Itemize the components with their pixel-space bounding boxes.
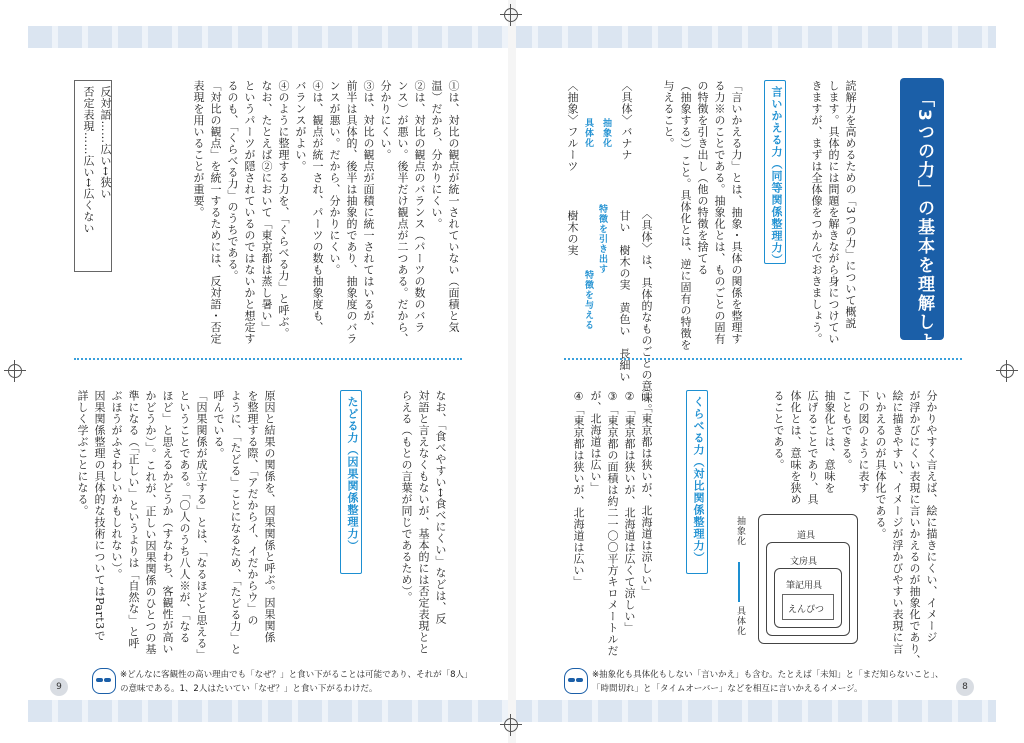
registration-mark-icon (500, 4, 522, 26)
concrete-note: 〈具体〉は、具体的なものごとの意味。 (640, 208, 653, 415)
antonym-text: 反対語……広い↔狭い 否定表現……広い↔広くない (82, 86, 112, 234)
page-number-right: 8 (956, 678, 974, 696)
abstract-example: 〈抽象〉フルーツ (566, 80, 579, 172)
diagram-third-label: 筆記用具 (786, 581, 823, 591)
diagram-outer-label: 道具 (797, 531, 816, 541)
face-icon (92, 668, 116, 694)
kuraberu-title: くらべる力（対比関係整理力） (692, 396, 705, 564)
page-number-left: 9 (50, 678, 68, 696)
tadoru-title: たどる力（因果関係整理力） (346, 396, 359, 552)
iikaeru-paragraph: 「言いかえる力」とは、抽象・具体の関係を整理す る力※のことである。抽象化とは、ものごとの固有 の特徴を引き出し（他の特徴を捨てる （抽象する））こと。具体化とは、逆に固有の特徴を 与えること。 (662, 80, 743, 351)
note-paragraph: なお、「食べやすい↔食べにくい」などは、反 対語と言えなくもないが、基本的には否定表現とと らえる（もとの言葉が同じであるため）。 (400, 390, 447, 655)
concrete-example: 〈具体〉バナナ (620, 80, 633, 161)
diagram-down-label: 具体化 (735, 606, 745, 636)
two-way-arrow-icon (738, 562, 740, 602)
tadoru-paragraph: 原因と結果の関係を、因果関係と呼ぶ。因果関係 を整理する際、「アだからイ、イだからウ」の ように、「たどる」ことになるため、「たどる力」と 呼んでいる。 「因果関係が成立する」とは、「なるほどと思える」 ということである。「〇人のうち八人※が、「なる ほど」と思えるかどうか（すなわち、客観性が高い かどうか）」。これが、正しい因果関係のひとつの基 準になる（「正しい」というよりは「自然な」と呼 ぶほうがふさわしいかもしれない）。 因果関係整理の具体的な技術についてはPart3で 詳しく学ぶことになる。 (76, 390, 276, 661)
concrete-arrow-label: 具体化 (583, 118, 593, 148)
diagram-inner-label: えんぴつ (788, 605, 825, 615)
right-footnote: ※抽象化も具体化もしない「言いかえ」も含む。たとえば「未知」と「まだ知らないこと」、 「時間切れ」と「タイムオーバー」などを相互に言いかえるイメージ。 (592, 670, 944, 694)
registration-mark-icon (996, 360, 1018, 382)
left-footnote: ※どんなに客観性の高い理由でも「なぜ？」と食い下がることは可能であり、それが「8人」 の意味である。1、2人はたいてい「なぜ？」と食い下がるわけだ。 (120, 670, 473, 694)
diagram-second-label: 文房具 (790, 557, 818, 567)
left-dotted-divider (74, 358, 462, 360)
intro-paragraph: 読解力を高めるための「3つの力」について概説 します。具体的には問題を解きながら身につけてい きますが、まずは全体像をつかんでおきましょう。 (810, 80, 857, 345)
give-feature-label: 特徴を与える (583, 270, 593, 330)
iikaeru-title: 言いかえる力（同等関係整理力） (770, 86, 783, 266)
face-icon (564, 668, 588, 694)
abstract-arrow-label: 抽象化 (601, 118, 611, 148)
feature-list: 甘い 樹木の実 黄色い 長細い (618, 210, 631, 383)
page-heading: 「3つの力」の基本を理解しよう (914, 90, 934, 370)
registration-mark-icon (500, 714, 522, 736)
explanation-paragraph: 分かりやすく言えば、絵に描きにくい、イメージ が浮かびにくい表現に言いかえるのが抽象化であり、 絵に描きやすい、イメージが浮かびやすい表現に言 いかえるのが具体化である。 下の図のように表す こともできる。 抽象化とは、意味を 広げることであり、具 体化とは、意味を狭め ることである。 (772, 390, 938, 666)
right-dotted-divider (564, 358, 962, 360)
kuraberu-analysis: ①は、対比の観点が統一されていない（面積と気 温）だから、分かりにくい。 ②は、対比の観点のバランス（パーツの数のバラ ンス）が悪い。後半だけ観点が二つある。だから、 分かりにくい。 ③は、対比の観点が面積に統一されてはいるが、 前半は具体的、後半は抽象的であり、抽象度のバラ ンスが悪い。だから、分かりにくい。 ④は、観点が統一され、パーツの数も抽象度も、 バランスがよい。 ④のように整理する力を、「くらべる力」と呼ぶ。 なお、たとえば②において「東京都は蒸し暑い」 というパーツが隠されているのではないかと想定す るのも、「くらべる力」のうちである。 「対比の観点」を統一するためには、反対語・否定 表現を用いることが重要。 (192, 80, 460, 345)
diagram-up-label: 抽象化 (735, 516, 745, 546)
kuraberu-examples: ①「東京都は狭いが、北海道は涼しい」 ②「東京都は狭いが、北海道は広くて涼しい」 ③「東京都の面積は約二一〇〇平方キロメートルだ が、北海道は広い」 ④「東京都は狭いが、北海道は広い」 (572, 390, 653, 657)
registration-mark-icon (4, 360, 26, 382)
page-gutter (508, 0, 516, 743)
pull-feature-label: 特徴を引き出す (597, 204, 607, 274)
remaining-feature: 樹木の実 (566, 210, 579, 256)
